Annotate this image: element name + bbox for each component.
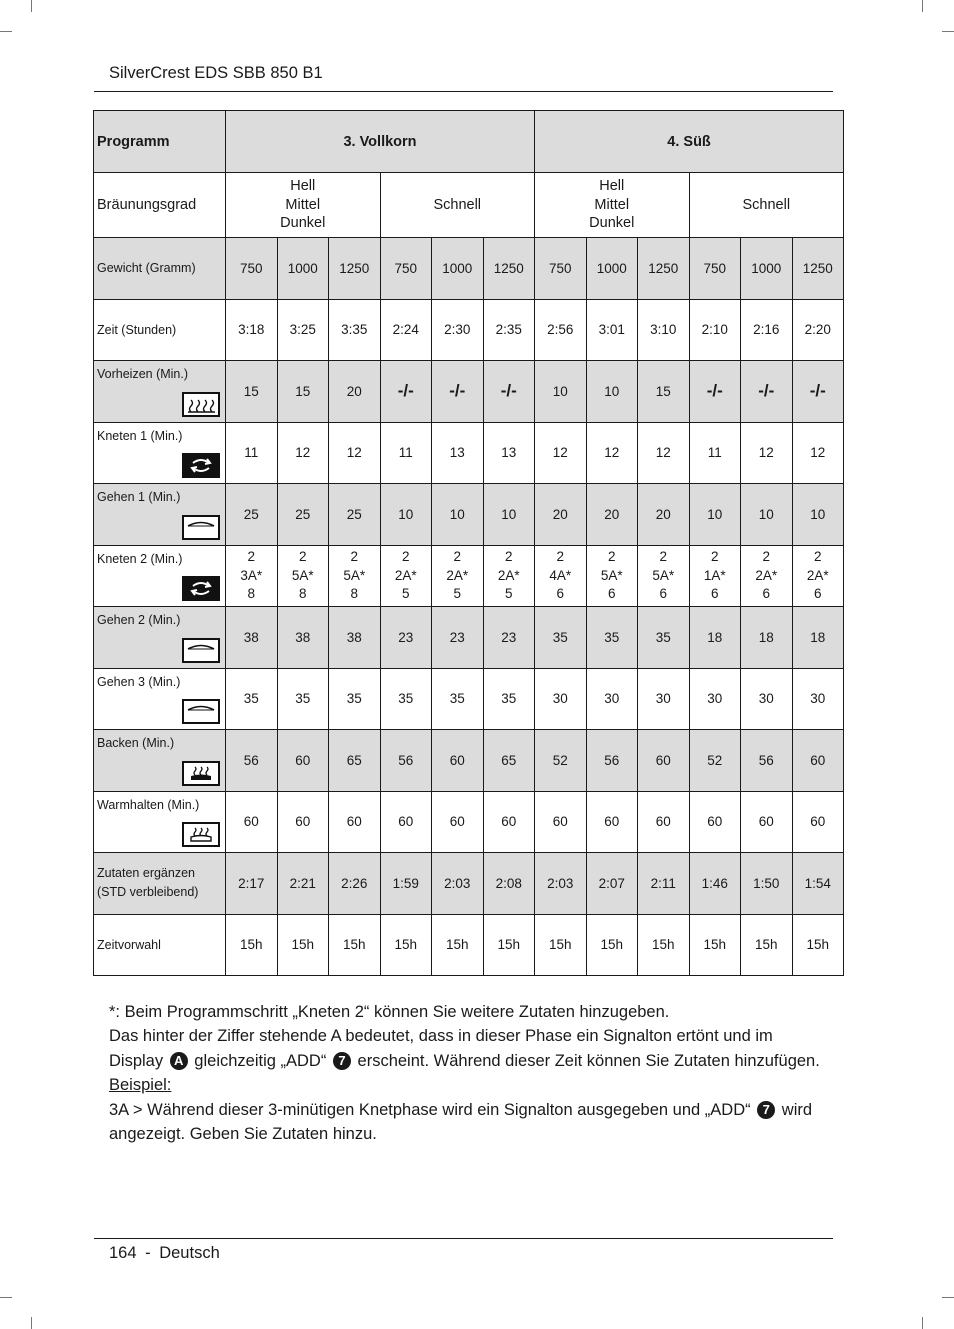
table-cell: 3:35 xyxy=(329,299,381,361)
table-cell: 10 xyxy=(483,484,535,546)
header-rule xyxy=(94,91,833,92)
table-row xyxy=(94,730,844,792)
cell-line: 5 xyxy=(504,586,513,601)
table-cell: 1:59 xyxy=(380,853,432,915)
table-cell: 15h xyxy=(586,914,638,976)
table-cell: 35 xyxy=(432,668,484,730)
table-cell: 60 xyxy=(380,791,432,853)
table-cell: 1000 xyxy=(586,238,638,300)
cell-line: 6 xyxy=(556,586,564,601)
table-cell: 12 xyxy=(638,422,690,484)
footnote-block xyxy=(109,1000,839,1146)
marker-a-icon: A xyxy=(170,1052,188,1070)
table-cell: -/- xyxy=(741,361,793,423)
preheat-icon xyxy=(182,392,220,417)
table-cell: 35 xyxy=(535,607,587,669)
row-label-text: Kneten 1 (Min.) xyxy=(97,428,183,443)
table-cell: 15h xyxy=(741,914,793,976)
table-cell xyxy=(432,545,484,607)
table-cell: 11 xyxy=(226,422,278,484)
footer-rule xyxy=(94,1238,833,1239)
cell-line: 2 xyxy=(659,549,667,564)
crop-mark xyxy=(922,1317,923,1329)
table-cell: 750 xyxy=(535,238,587,300)
row-label-text: Gehen 3 (Min.) xyxy=(97,674,181,689)
table-cell: 60 xyxy=(638,730,690,792)
browning-level: Mittel xyxy=(594,196,630,213)
row-label-text: (STD verbleibend) xyxy=(97,885,199,900)
table-cell: 10 xyxy=(792,484,844,546)
table-cell: 35 xyxy=(380,668,432,730)
footnote-text: Display xyxy=(109,1051,164,1070)
table-cell: 30 xyxy=(535,668,587,730)
table-cell xyxy=(483,545,535,607)
table-cell: 65 xyxy=(483,730,535,792)
table-row xyxy=(94,914,844,976)
table-cell: 750 xyxy=(689,238,741,300)
table-cell xyxy=(586,545,638,607)
table-cell: 18 xyxy=(792,607,844,669)
cell-line: 6 xyxy=(814,586,822,601)
browning-level: Hell xyxy=(599,178,625,195)
footer-language: Deutsch xyxy=(159,1244,220,1262)
table-cell: 35 xyxy=(586,607,638,669)
row-label-text: Vorheizen (Min.) xyxy=(97,367,189,381)
table-row xyxy=(94,791,844,853)
footnote-text: 3A > Während dieser 3-minütigen Knetphase wird ein Signalton ausgegeben und „ADD“ xyxy=(109,1100,751,1119)
cell-line: 2 xyxy=(504,549,513,564)
table-cell: 10 xyxy=(586,361,638,423)
browning-levels-cell xyxy=(535,173,690,238)
table-cell: 12 xyxy=(741,422,793,484)
page-footer xyxy=(109,1244,220,1263)
cell-line: 2A* xyxy=(806,567,829,583)
table-cell: 15h xyxy=(792,914,844,976)
table-cell: 12 xyxy=(792,422,844,484)
table-cell: 30 xyxy=(741,668,793,730)
table-cell: 1:50 xyxy=(741,853,793,915)
table-cell: 15h xyxy=(277,914,329,976)
row-label xyxy=(94,361,226,423)
cell-line: 2 xyxy=(298,549,307,564)
table-cell: 12 xyxy=(535,422,587,484)
cell-line: 2A* xyxy=(446,567,469,583)
browning-level: Dunkel xyxy=(280,215,326,232)
table-cell: 60 xyxy=(329,791,381,853)
table-cell: 2:56 xyxy=(535,299,587,361)
table-cell: 60 xyxy=(432,791,484,853)
footnote-line xyxy=(109,1098,839,1147)
table-cell: 1:54 xyxy=(792,853,844,915)
table-cell: 1250 xyxy=(638,238,690,300)
table-cell: 15h xyxy=(689,914,741,976)
table-row xyxy=(94,422,844,484)
table-cell: 20 xyxy=(535,484,587,546)
row-label-text: Backen (Min.) xyxy=(97,736,175,750)
browning-level: Mittel xyxy=(285,196,321,213)
table-cell: 60 xyxy=(432,730,484,792)
table-row xyxy=(94,238,844,300)
table-cell: 3:18 xyxy=(226,299,278,361)
table-cell: 15h xyxy=(483,914,535,976)
table-cell: 20 xyxy=(638,484,690,546)
table-cell xyxy=(329,545,381,607)
cell-line: 5A* xyxy=(343,567,366,583)
row-label-text: Gehen 2 (Min.) xyxy=(97,613,181,627)
table-cell: 2:20 xyxy=(792,299,844,361)
table-cell xyxy=(792,545,844,607)
crop-mark xyxy=(922,0,923,12)
row-label-text: Kneten 2 (Min.) xyxy=(97,551,183,566)
table-cell: 60 xyxy=(792,791,844,853)
cell-line: 2 xyxy=(710,549,719,564)
rise-icon xyxy=(182,638,220,663)
table-cell: 2:10 xyxy=(689,299,741,361)
program-suess-header: 4. Süß xyxy=(535,111,844,173)
table-cell: 60 xyxy=(638,791,690,853)
cell-line: 6 xyxy=(659,586,667,601)
row-label: Zeitvorwahl xyxy=(94,914,226,976)
table-cell: 1000 xyxy=(277,238,329,300)
browning-level: Dunkel xyxy=(589,215,635,232)
table-cell: -/- xyxy=(689,361,741,423)
browning-level: Hell xyxy=(290,178,316,195)
row-label-text: Zutaten ergänzen xyxy=(97,866,195,881)
marker-7-icon: 7 xyxy=(757,1101,775,1119)
table-row xyxy=(94,853,844,915)
program-vollkorn-header: 3. Vollkorn xyxy=(226,111,535,173)
table-cell: 35 xyxy=(329,668,381,730)
table-cell: 1000 xyxy=(432,238,484,300)
table-row xyxy=(94,668,844,730)
browning-fast-cell: Schnell xyxy=(689,173,844,238)
cell-line: 8 xyxy=(350,586,358,601)
cell-line: 8 xyxy=(298,586,307,601)
table-cell: 56 xyxy=(226,730,278,792)
row-label xyxy=(94,607,226,669)
table-body xyxy=(94,238,844,976)
table-cell: 52 xyxy=(535,730,587,792)
table-cell: 3:25 xyxy=(277,299,329,361)
table-row xyxy=(94,545,844,607)
table-cell: 35 xyxy=(277,668,329,730)
table-cell: 15 xyxy=(226,361,278,423)
table-cell xyxy=(689,545,741,607)
browning-fast-cell: Schnell xyxy=(380,173,535,238)
row-label: Gewicht (Gramm) xyxy=(94,238,226,300)
table-cell: 15h xyxy=(535,914,587,976)
table-cell: 60 xyxy=(483,791,535,853)
row-label xyxy=(94,422,226,484)
knead-icon xyxy=(182,453,220,478)
marker-7-icon: 7 xyxy=(333,1052,351,1070)
table-cell: 750 xyxy=(380,238,432,300)
row-label xyxy=(94,484,226,546)
cell-line: 2 xyxy=(607,549,616,564)
example-label: Beispiel: xyxy=(109,1076,172,1095)
table-cell: 30 xyxy=(586,668,638,730)
footnote-text: wird angezeigt. Geben Sie Zutaten hinzu. xyxy=(109,1100,813,1144)
table-cell: 23 xyxy=(432,607,484,669)
table-cell: 30 xyxy=(689,668,741,730)
table-cell: 10 xyxy=(741,484,793,546)
table-cell: 2:16 xyxy=(741,299,793,361)
table-cell: -/- xyxy=(380,361,432,423)
table-cell: 1:46 xyxy=(689,853,741,915)
crop-mark xyxy=(31,0,32,12)
table-cell: 35 xyxy=(483,668,535,730)
cell-line: 5 xyxy=(401,586,410,601)
cell-line: 5A* xyxy=(600,567,623,583)
table-cell: 12 xyxy=(586,422,638,484)
keep-warm-icon xyxy=(182,822,220,847)
table-cell: 12 xyxy=(277,422,329,484)
rise-icon xyxy=(182,699,220,724)
table-cell: 2:26 xyxy=(329,853,381,915)
cell-line: 5A* xyxy=(291,567,314,583)
table-cell: -/- xyxy=(483,361,535,423)
table-cell: 750 xyxy=(226,238,278,300)
cell-line: 2 xyxy=(247,549,255,564)
crop-mark xyxy=(31,1317,32,1329)
page-header-title: SilverCrest EDS SBB 850 B1 xyxy=(109,64,323,82)
table-cell: 11 xyxy=(689,422,741,484)
table-cell: 15h xyxy=(638,914,690,976)
row-label xyxy=(94,791,226,853)
table-cell: 10 xyxy=(380,484,432,546)
table-cell: 38 xyxy=(329,607,381,669)
table-header-row xyxy=(94,111,844,173)
footnote-text: gleichzeitig „ADD“ xyxy=(194,1051,327,1070)
table-cell xyxy=(226,545,278,607)
table-cell: 30 xyxy=(638,668,690,730)
table-cell: 25 xyxy=(277,484,329,546)
page-number: 164 xyxy=(109,1244,137,1262)
crop-mark xyxy=(942,1297,954,1298)
table-cell: 13 xyxy=(432,422,484,484)
table-cell: 2:03 xyxy=(535,853,587,915)
table-cell: 2:08 xyxy=(483,853,535,915)
cell-line: 2A* xyxy=(755,567,778,583)
table-cell: 56 xyxy=(586,730,638,792)
table-row xyxy=(94,484,844,546)
row-label xyxy=(94,668,226,730)
table-cell: -/- xyxy=(792,361,844,423)
cell-line: 6 xyxy=(607,586,616,601)
cell-line: 6 xyxy=(762,586,770,601)
table-cell: 10 xyxy=(689,484,741,546)
table-cell: 35 xyxy=(226,668,278,730)
table-cell: 2:03 xyxy=(432,853,484,915)
table-cell: 2:24 xyxy=(380,299,432,361)
table-cell: 2:30 xyxy=(432,299,484,361)
row-label xyxy=(94,730,226,792)
cell-line: 2A* xyxy=(497,567,520,583)
table-cell: 2:07 xyxy=(586,853,638,915)
table-cell: 13 xyxy=(483,422,535,484)
cell-line: 2 xyxy=(556,549,564,564)
table-cell: 12 xyxy=(329,422,381,484)
cell-line: 2 xyxy=(350,549,358,564)
cell-line: 2 xyxy=(762,549,770,564)
footnote-line: Das hinter der Ziffer stehende A bedeutet, dass in dieser Phase ein Signalton ertönt und im xyxy=(109,1027,773,1046)
cell-line: 5A* xyxy=(652,567,675,583)
table-cell: 15 xyxy=(277,361,329,423)
footnote-line: *: Beim Programmschritt „Kneten 2“ können Sie weitere Zutaten hinzugeben. xyxy=(109,1003,670,1021)
cell-line: 2 xyxy=(814,549,822,564)
cell-line: 2 xyxy=(401,549,410,564)
table-cell: 56 xyxy=(380,730,432,792)
table-cell: 1000 xyxy=(741,238,793,300)
table-cell: 52 xyxy=(689,730,741,792)
table-cell: 60 xyxy=(741,791,793,853)
table-cell: 38 xyxy=(277,607,329,669)
table-cell: 60 xyxy=(277,730,329,792)
table-cell: 2:11 xyxy=(638,853,690,915)
table-cell xyxy=(380,545,432,607)
browning-label: Bräunungsgrad xyxy=(94,173,226,238)
table-cell: 23 xyxy=(380,607,432,669)
crop-mark xyxy=(0,31,12,32)
table-cell: 60 xyxy=(792,730,844,792)
cell-line: 1A* xyxy=(703,567,726,583)
table-cell: 23 xyxy=(483,607,535,669)
cell-line: 4A* xyxy=(549,567,572,583)
footnote-text: erscheint. Während dieser Zeit können Sie Zutaten hinzufügen. xyxy=(357,1051,820,1070)
row-label xyxy=(94,853,226,915)
table-cell xyxy=(638,545,690,607)
table-cell: 1250 xyxy=(483,238,535,300)
cell-line: 3A* xyxy=(240,567,263,583)
browning-row xyxy=(94,173,844,238)
table-cell: 2:17 xyxy=(226,853,278,915)
table-cell: 15h xyxy=(380,914,432,976)
table-cell: 3:01 xyxy=(586,299,638,361)
table-cell: 11 xyxy=(380,422,432,484)
table-cell: 15h xyxy=(329,914,381,976)
browning-levels-cell xyxy=(226,173,381,238)
table-cell: 15h xyxy=(432,914,484,976)
table-cell: 60 xyxy=(226,791,278,853)
footnote-line xyxy=(109,1049,839,1073)
table-cell: 60 xyxy=(535,791,587,853)
table-cell: 56 xyxy=(741,730,793,792)
table-cell: 20 xyxy=(586,484,638,546)
row-label xyxy=(94,545,226,607)
program-header-label: Programm xyxy=(94,111,226,173)
table-cell: -/- xyxy=(432,361,484,423)
row-label: Zeit (Stunden) xyxy=(94,299,226,361)
table-cell: 65 xyxy=(329,730,381,792)
table-cell: 1250 xyxy=(329,238,381,300)
table-row xyxy=(94,361,844,423)
table-cell: 60 xyxy=(586,791,638,853)
table-cell: 38 xyxy=(226,607,278,669)
table-cell xyxy=(277,545,329,607)
footer-separator: - xyxy=(145,1244,151,1262)
table-cell: 20 xyxy=(329,361,381,423)
table-row xyxy=(94,607,844,669)
table-cell: 60 xyxy=(689,791,741,853)
program-table xyxy=(93,110,844,976)
table-cell: 2:35 xyxy=(483,299,535,361)
cell-line: 5 xyxy=(453,586,461,601)
table-cell: 18 xyxy=(689,607,741,669)
table-cell: 15h xyxy=(226,914,278,976)
crop-mark xyxy=(942,31,954,32)
cell-line: 2 xyxy=(453,549,461,564)
table-row xyxy=(94,299,844,361)
table-cell: 25 xyxy=(226,484,278,546)
table-cell: 25 xyxy=(329,484,381,546)
row-label-text: Gehen 1 (Min.) xyxy=(97,490,181,504)
cell-line: 6 xyxy=(710,586,719,601)
rise-icon xyxy=(182,515,220,540)
table-cell: 10 xyxy=(432,484,484,546)
table-cell: 18 xyxy=(741,607,793,669)
table-cell: 10 xyxy=(535,361,587,423)
table-cell: 1250 xyxy=(792,238,844,300)
table-cell xyxy=(741,545,793,607)
table-cell: 30 xyxy=(792,668,844,730)
bake-icon xyxy=(182,761,220,786)
table-cell: 15 xyxy=(638,361,690,423)
table-cell: 60 xyxy=(277,791,329,853)
cell-line: 2A* xyxy=(394,567,417,583)
table-cell: 3:10 xyxy=(638,299,690,361)
knead-icon xyxy=(182,576,220,601)
table-cell xyxy=(535,545,587,607)
crop-mark xyxy=(0,1297,12,1298)
row-label-text: Warmhalten (Min.) xyxy=(97,797,200,812)
table-cell: 2:21 xyxy=(277,853,329,915)
table-cell: 35 xyxy=(638,607,690,669)
cell-line: 8 xyxy=(247,586,255,601)
